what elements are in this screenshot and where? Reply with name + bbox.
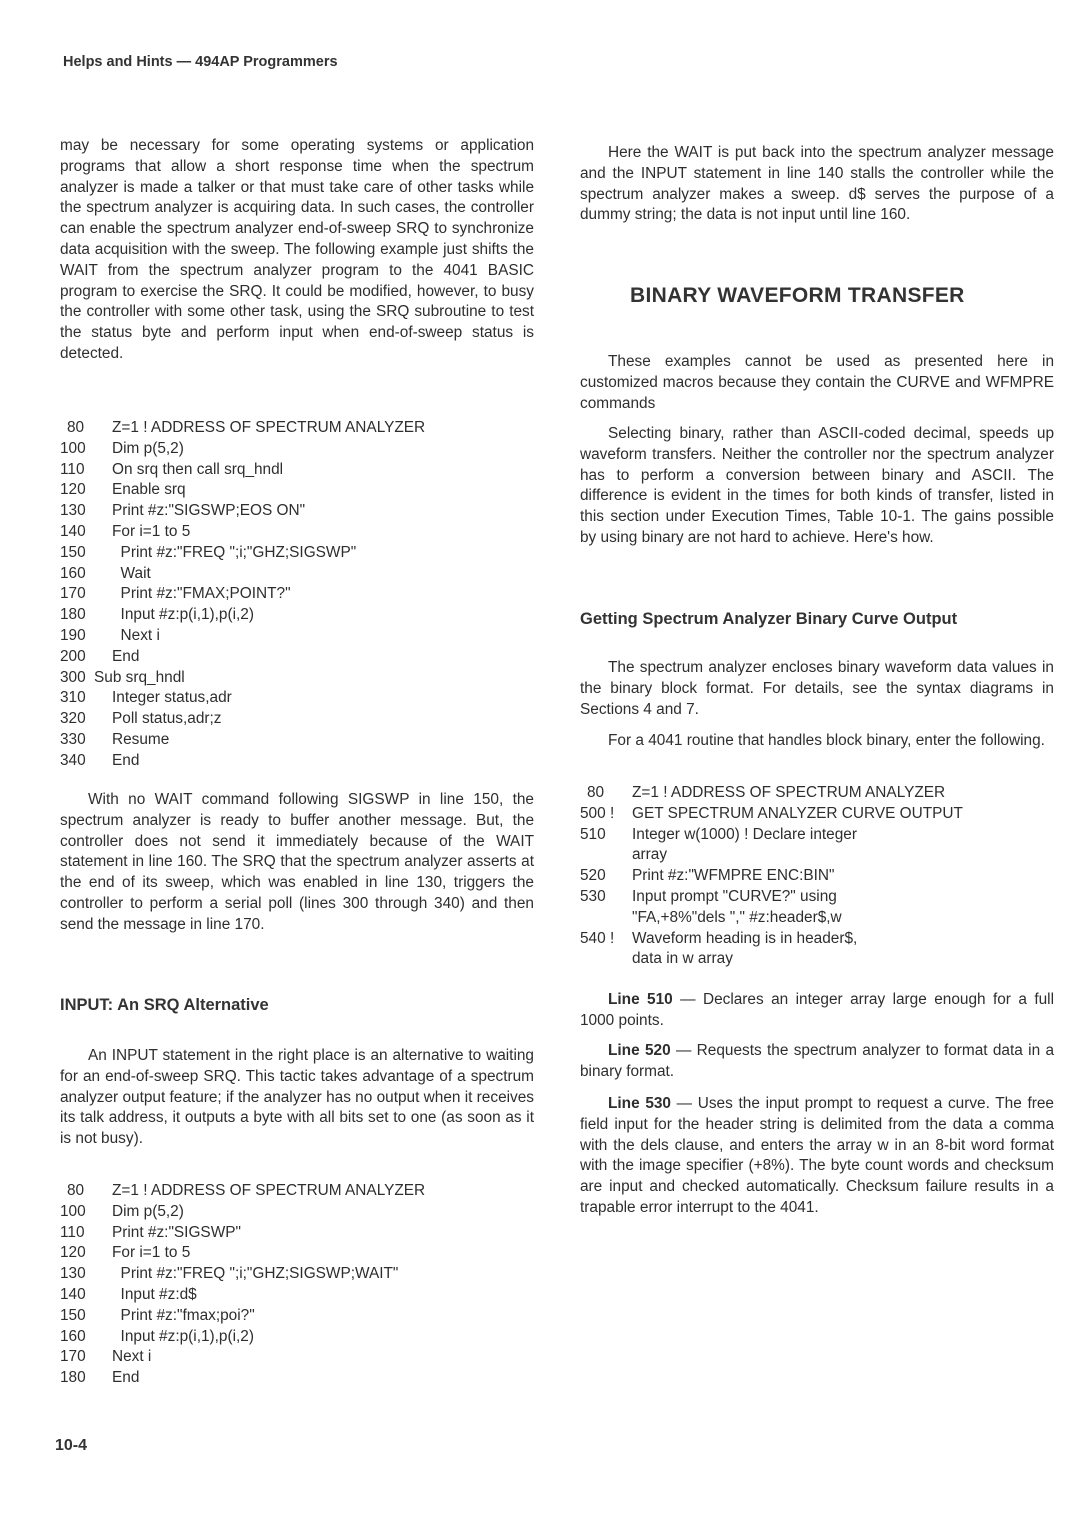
code-line: 80 Z=1 ! ADDRESS OF SPECTRUM ANALYZER: [587, 784, 946, 801]
paragraph: The spectrum analyzer encloses binary waveform data values in the binary block format. For details, see the syntax diagrams in Sections 4 and 7.: [580, 659, 1054, 718]
code-line: 200 End: [60, 647, 140, 665]
lead-line-520: Line 520: [608, 1042, 671, 1059]
paragraph-line-510: Line 510 — Declares an integer array large enough for a full 1000 points.: [580, 991, 1054, 1029]
paragraph: These examples cannot be used as presented here in customized macros because they contain the CURVE and WFMPRE commands: [580, 353, 1054, 412]
code-line: data in w array: [632, 950, 733, 968]
code-line: 120 Enable srq: [60, 481, 186, 499]
code-line: 160 Input #z:p(i,1),p(i,2): [60, 1327, 254, 1345]
code-line: 170 Print #z:"FMAX;POINT?": [60, 585, 291, 603]
code-line: 80 Z=1 ! ADDRESS OF SPECTRUM ANALYZER: [67, 419, 426, 436]
paragraph: may be necessary for some operating systems or application programs that allow a short response time when the spectrum analyzer is made a talker or that must take care of other tasks while the spectrum analyzer is acquiring data. In such cases, the controller can enable the spectrum analyzer end-of-sweep SRQ to synchronize data acquisition with the sweep. The following example just shifts the WAIT from the spectrum analyzer program to the 4041 BASIC program to exercise the SRQ. It could be modified, however, to busy the controller with some other task, using the SRQ subroutine to test the status byte and perform input when end-of-sweep status is detected.: [60, 137, 534, 362]
code-line: 540 ! Waveform heading is in header$,: [580, 929, 858, 947]
code-line: 180 End: [60, 1369, 140, 1387]
code-line: 130 Print #z:"SIGSWP;EOS ON": [60, 502, 306, 520]
code-listing-srq: [60, 418, 534, 772]
paragraph: Here the WAIT is put back into the spectrum analyzer message and the INPUT statement in line 140 stalls the controller while the spectrum analyzer makes a sweep. d$ serves the purpose of a dummy string; the data is not input until line 160.: [580, 144, 1054, 224]
page-number: 10-4: [55, 1437, 88, 1454]
lead-line-510: Line 510: [608, 991, 673, 1008]
code-line: 100 Dim p(5,2): [60, 439, 184, 457]
code-line: 310 Integer status,adr: [60, 689, 232, 707]
code-line: 140 For i=1 to 5: [60, 522, 191, 540]
code-line: 320 Poll status,adr;z: [60, 710, 222, 728]
code-line: 190 Next i: [60, 626, 160, 644]
code-line: 80 Z=1 ! ADDRESS OF SPECTRUM ANALYZER: [67, 1182, 426, 1199]
code-listing-curve: [580, 783, 1054, 970]
code-line: "FA,+8%"dels "," #z:header$,w: [632, 908, 842, 926]
code-line: 530 Input prompt "CURVE?" using: [580, 887, 837, 905]
code-line: 520 Print #z:"WFMPRE ENC:BIN": [580, 867, 835, 885]
code-line: 110 Print #z:"SIGSWP": [60, 1223, 241, 1241]
code-line: 140 Input #z:d$: [60, 1285, 197, 1303]
subheading-input-srq-alternative: INPUT: An SRQ Alternative: [60, 996, 269, 1014]
code-line: 150 Print #z:"fmax;poi?": [60, 1306, 255, 1324]
code-line: 120 For i=1 to 5: [60, 1244, 191, 1262]
code-line: 330 Resume: [60, 730, 170, 748]
code-line: 180 Input #z:p(i,1),p(i,2): [60, 606, 254, 624]
paragraph-line-530: Line 530 — Uses the input prompt to request a curve. The free field input for the header string is delimited from the data a comma with the dels clause, and enters the array w in an 8-bit word format with the image specifier (+8%). The byte count words and checksum are input and checked automatically. Checksum failure results in a trapable error interrupt to the 4041.: [580, 1095, 1054, 1216]
paragraph: For a 4041 routine that handles block binary, enter the following.: [608, 732, 1045, 749]
running-head: Helps and Hints — 494AP Programmers: [63, 54, 338, 70]
code-line: 500 ! GET SPECTRUM ANALYZER CURVE OUTPUT: [580, 804, 963, 822]
code-line: array: [632, 846, 668, 864]
paragraph-line-520: Line 520 — Requests the spectrum analyzer to format data in a binary format.: [580, 1042, 1054, 1080]
code-line: 340 End: [60, 751, 140, 769]
paragraph: With no WAIT command following SIGSWP in line 150, the spectrum analyzer is ready to buffer another message. But, the controller does not send it immediately because of the WAIT statement in line 160. The SRQ that the spectrum analyzer asserts at the end of its sweep, which was enabled in line 130, triggers the controller to perform a serial poll (lines 300 through 340) and then send the message in line 170.: [60, 791, 534, 933]
code-line: 300 Sub srq_hndl: [60, 668, 185, 686]
section-title-binary-waveform-transfer: BINARY WAVEFORM TRANSFER: [630, 284, 965, 307]
paragraph: An INPUT statement in the right place is an alternative to waiting for an end-of-sweep SRQ. This tactic takes advantage of a spectrum analyzer output feature; if the analyzer has no output when it receives its talk address, it outputs a byte with all bits set to one (as soon as it is not busy).: [60, 1047, 534, 1148]
subheading-binary-curve-output: Getting Spectrum Analyzer Binary Curve Output: [580, 610, 958, 628]
code-line: 130 Print #z:"FREQ ";i;"GHZ;SIGSWP;WAIT": [60, 1265, 399, 1283]
code-line: 100 Dim p(5,2): [60, 1202, 184, 1220]
code-line: 110 On srq then call srq_hndl: [60, 460, 284, 478]
code-listing-input: [60, 1181, 534, 1389]
code-line: 160 Wait: [60, 564, 151, 582]
code-line: 170 Next i: [60, 1348, 152, 1366]
paragraph: Selecting binary, rather than ASCII-coded decimal, speeds up waveform transfers. Neither the controller nor the spectrum analyzer has to perform a conversion between binary and ASCII. The difference is evident in the times for both kinds of transfer, listed in this section under Execution Times, Table 10-1. The gains possible by using binary are not hard to achieve. Here's how.: [580, 425, 1054, 546]
code-line: 510 Integer w(1000) ! Declare integer: [580, 825, 857, 843]
code-line: 150 Print #z:"FREQ ";i;"GHZ;SIGSWP": [60, 543, 357, 561]
lead-line-530: Line 530: [608, 1095, 671, 1112]
